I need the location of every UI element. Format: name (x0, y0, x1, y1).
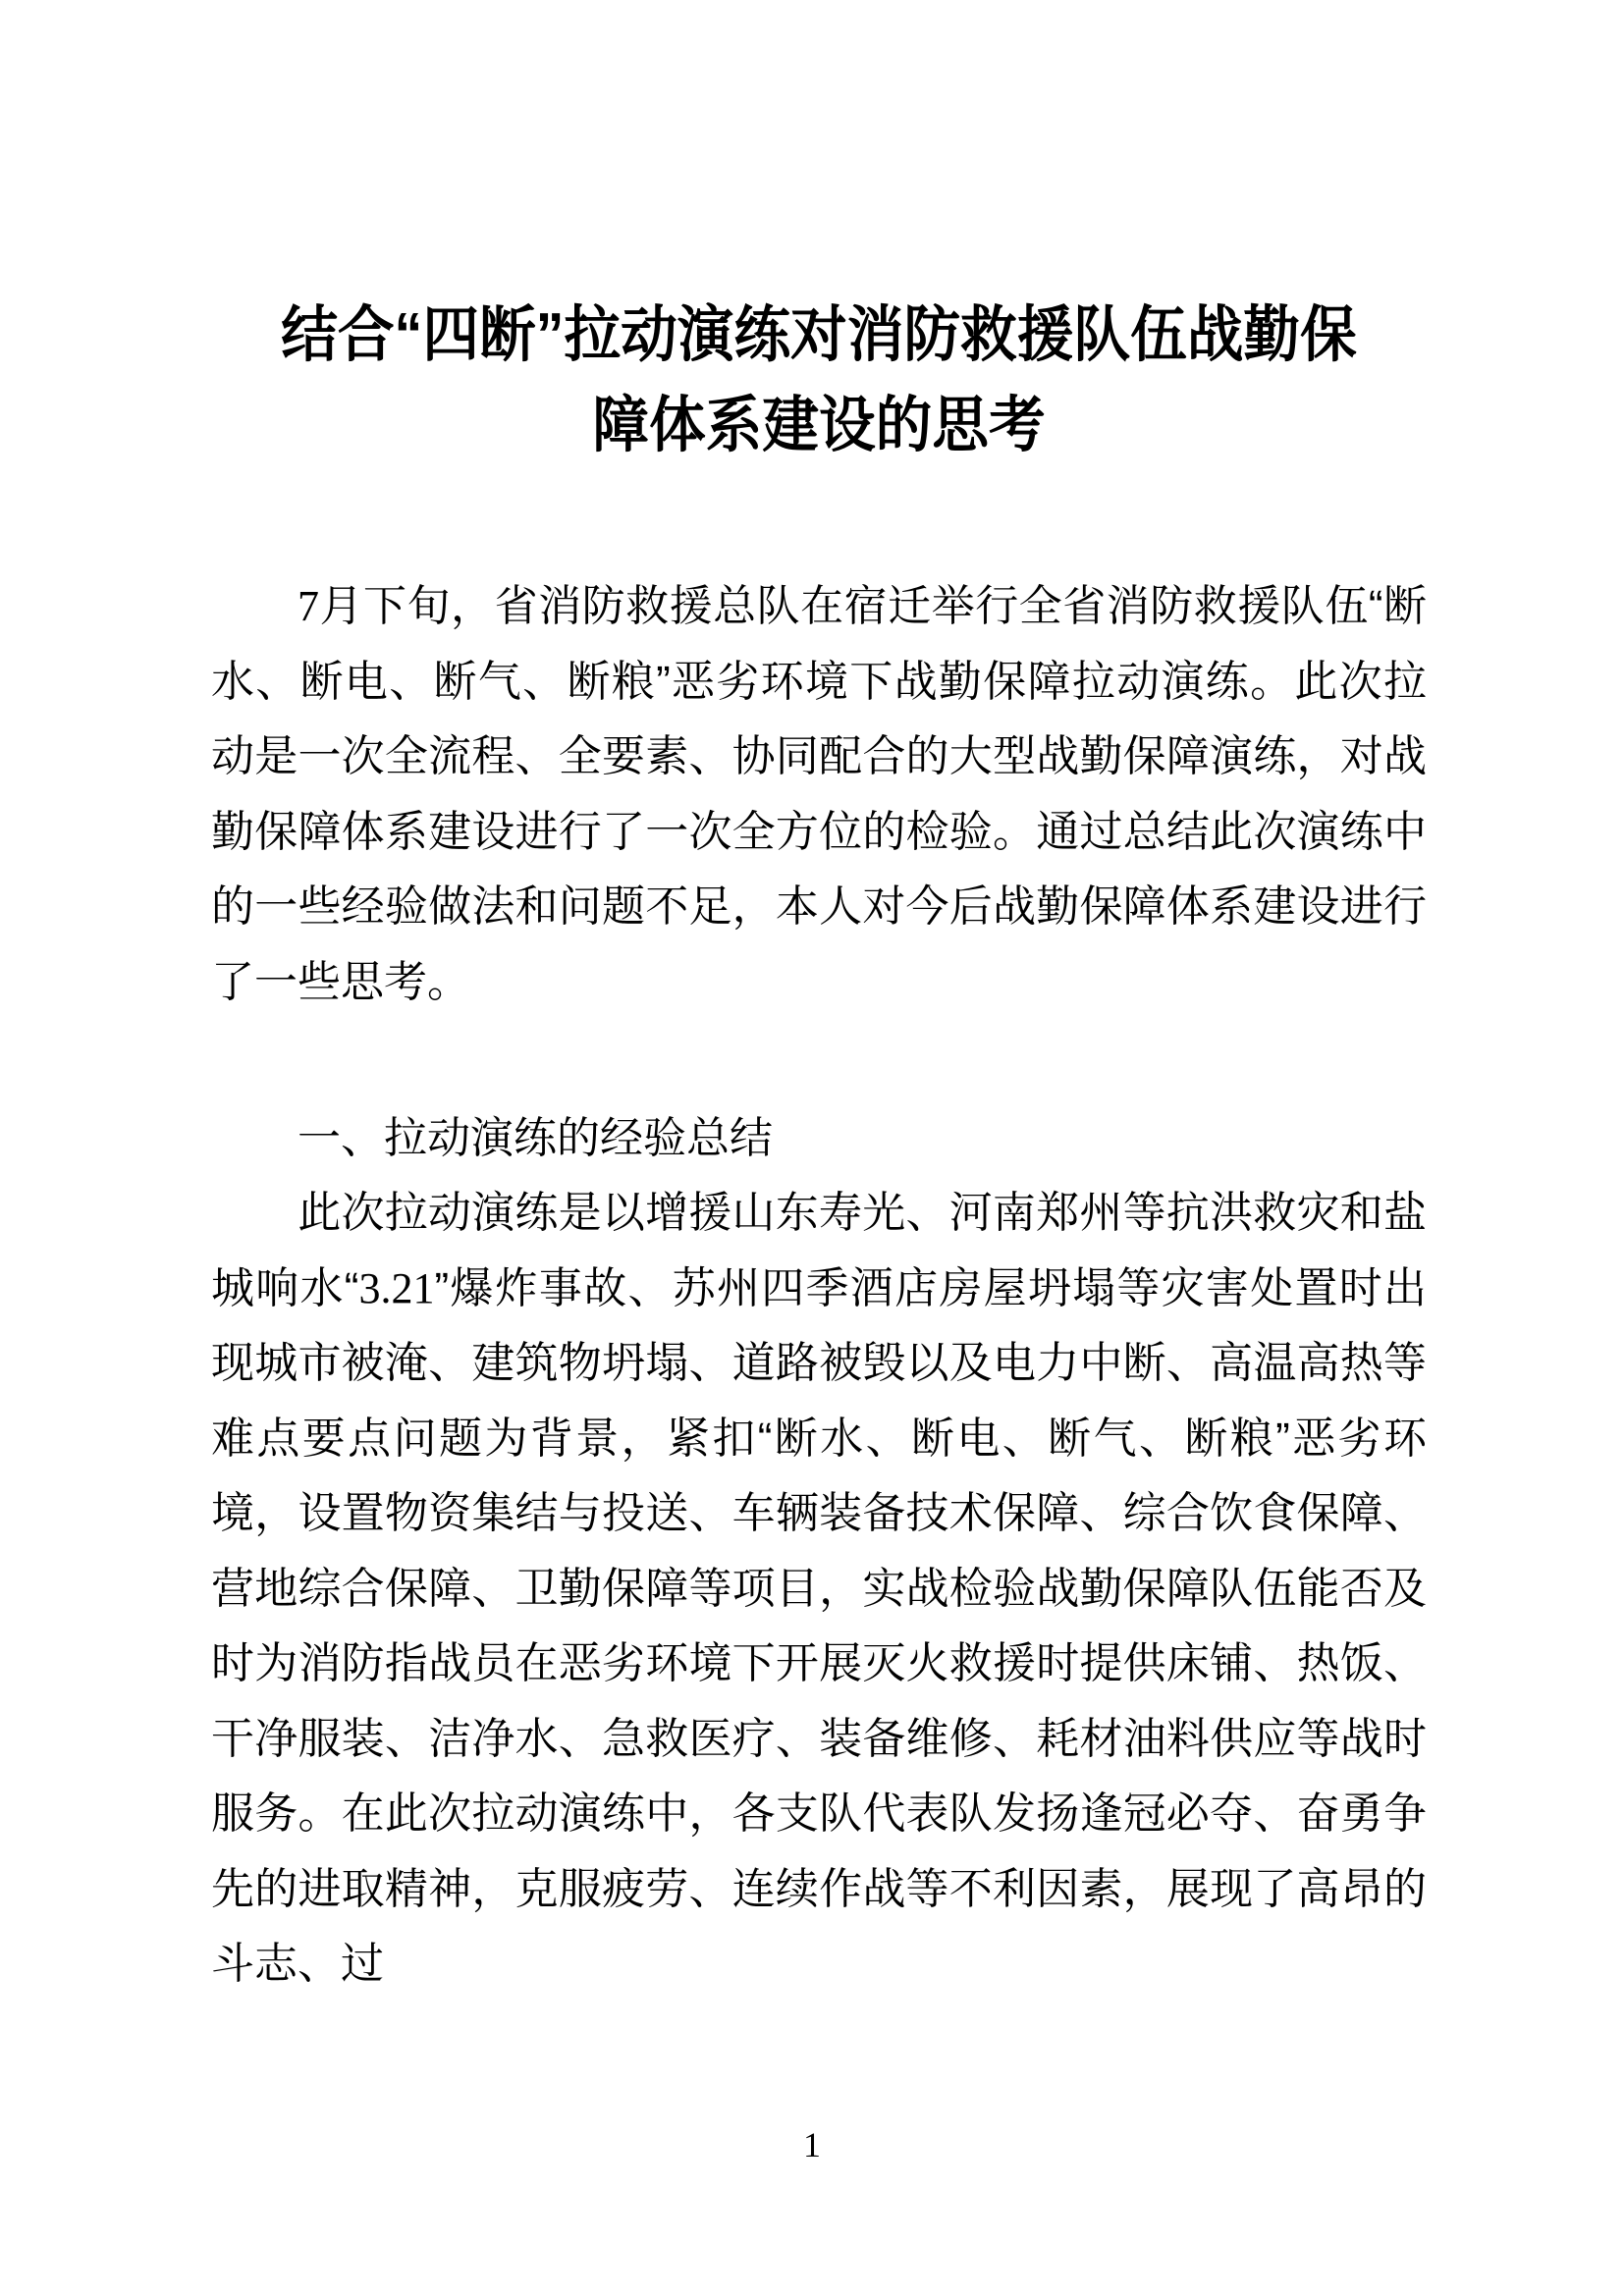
section-heading-one-text: 一、拉动演练的经验总结 (298, 1114, 773, 1162)
paragraph-intro-text: 7月下旬，省消防救援总队在宿迁举行全省消防救援队伍“断水、断电、断气、断粮”恶劣环境下战勤保障拉动演练。此次拉动是一次全流程、全要素、协同配合的大型战勤保障演练，对战勤保障体系建设进行了一次全方位的检验。通过总结此次演练中的一些经验做法和问题不足，本人对今后战勤保障体系建设进行了一些思考。 (211, 582, 1427, 1006)
paragraph-section-one (211, 1176, 1427, 2002)
paragraph-intro (211, 569, 1427, 1020)
section-heading-one (211, 1101, 1427, 1177)
title-line: 障体系建设的思考 (592, 392, 1046, 459)
paragraph-section-one-text: 此次拉动演练是以增援山东寿光、河南郑州等抗洪救灾和盐城响水“3.21”爆炸事故、苏州四季酒店房屋坍塌等灾害处置时出现城市被淹、建筑物坍塌、道路被毁以及电力中断、高温高热等难点要点问题为背景，紧扣“断水、断电、断气、断粮”恶劣环境，设置物资集结与投送、车辆装备技术保障、综合饮食保障、营地综合保障、卫勤保障等项目，实战检验战勤保障队伍能否及时为消防指战员在恶劣环境下开展灭火救援时提供床铺、热饭、干净服装、洁净水、急救医疗、装备维修、耗材油料供应等战时服务。在此次拉动演练中，各支队代表队发扬逢冠必夺、奋勇争先的进取精神，克服疲劳、连续作战等不利因素，展现了高昂的斗志、过 (211, 1189, 1428, 1988)
page-title (253, 291, 1383, 471)
latin-run: 3.21 (358, 1263, 435, 1312)
latin-run: 1 (803, 2125, 821, 2164)
title-line: 结合“四断”拉动演练对消防救援队伍战勤保 (281, 301, 1357, 369)
latin-run: 7 (298, 582, 319, 630)
page-number (0, 2123, 1624, 2166)
